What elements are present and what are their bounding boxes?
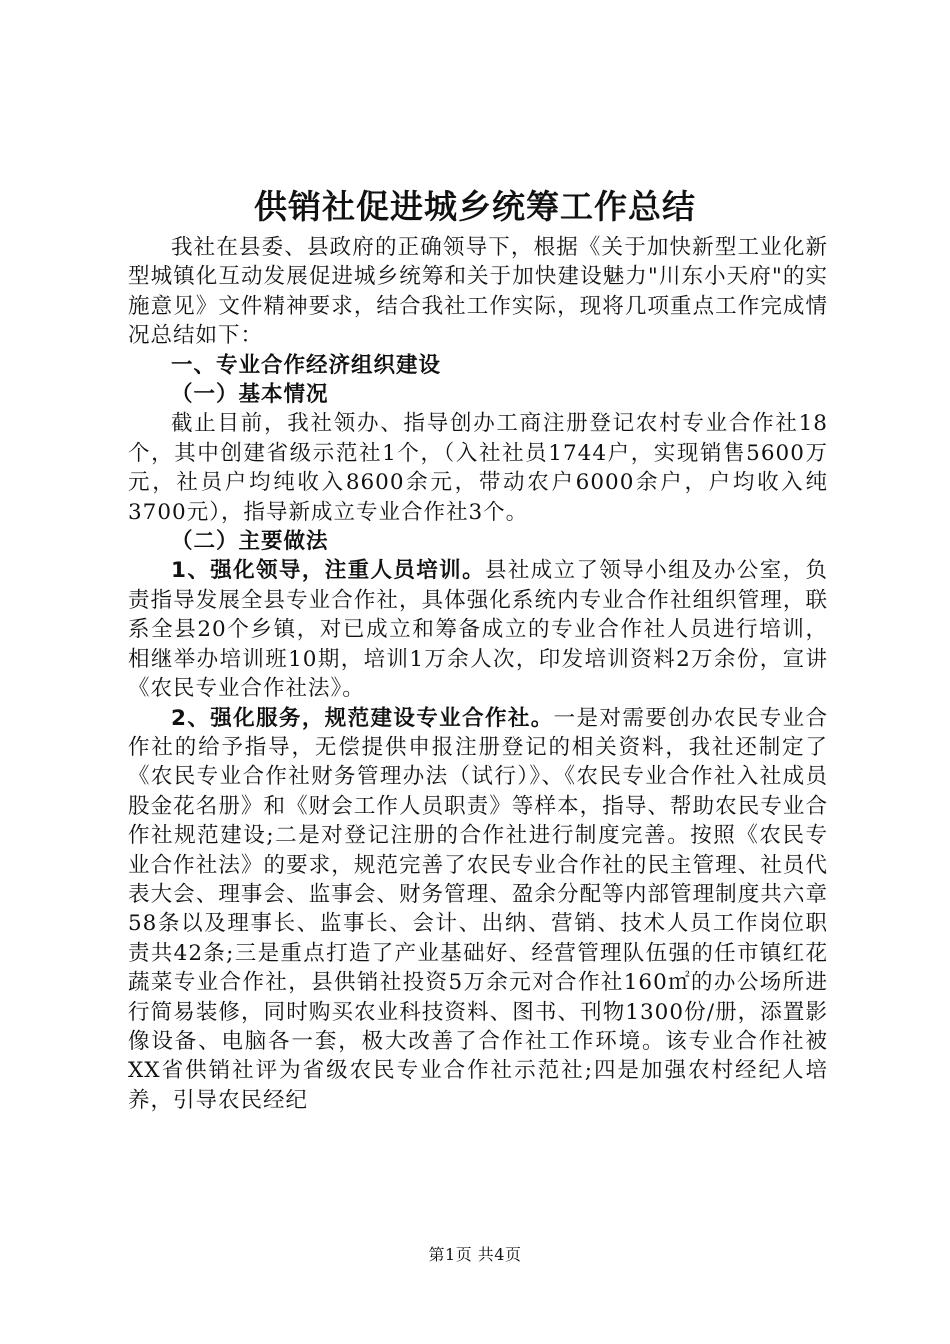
- method-item-2: [128, 704, 828, 1116]
- subsection-heading-basic: （一）基本情况: [171, 382, 329, 408]
- method-item-2-lead: 2、强化服务，规范建设专业合作社。: [171, 705, 554, 731]
- subsection-heading-methods: （二）主要做法: [171, 529, 329, 555]
- method-item-2-text: 一是对需要创办农民专业合作社的给予指导，无偿提供申报注册登记的相关资料，我社还制定了《农民专业合作社财务管理办法（试行）》、《农民专业合作社入社成员股金花名册》和《财会工作人员职责》等样本，指导、帮助农民专业合作社规范建设;二是对登记注册的合作社进行制度完善。按照《农民专业合作社法》的要求，规范完善了农民专业合作社的民主管理、社员代表大会、理事会、监事会、财务管理、盈余分配等内部管理制度共六章58条以及理事长、监事长、会计、出纳、营销、技术人员工作岗位职责共42条;三是重点打造了产业基础好、经营管理队伍强的任市镇红花蔬菜专业合作社，县供销社投资5万余元对合作社160㎡的办公场所进行简易装修，同时购买农业科技资料、图书、刊物1300份/册，添置影像设备、电脑各一套，极大改善了合作社工作环境。该专业合作社被XX省供销社评为省级农民专业合作社示范社;四是加强农村经纪人培养，引导农民经纪: [128, 705, 828, 1113]
- document-title: 供销社促进城乡统筹工作总结: [254, 187, 696, 226]
- document-body: [128, 233, 828, 1115]
- basic-situation-paragraph: 截止目前，我社领办、指导创办工商注册登记农村专业合作社18个，其中创建省级示范社1个，（入社社员1744户，实现销售5600万元，社员户均纯收入8600余元，带动农户6000余户，户均收入纯3700元），指导新成立专业合作社3个。: [128, 411, 828, 525]
- section-heading: 一、专业合作经济组织建设: [171, 352, 442, 378]
- method-item-1-lead: 1、强化领导，注重人员培训。: [171, 558, 485, 584]
- method-item-1: [128, 556, 828, 703]
- page-footer: 第1页 共4页: [428, 1245, 522, 1264]
- method-item-1-text: 县社成立了领导小组及办公室，负责指导发展全县专业合作社，具体强化系统内专业合作社组织管理，联系全县20个乡镇，对已成立和筹备成立的专业合作社人员进行培训，相继举办培训班10期，培训1万余人次，印发培训资料2万余份，宣讲《农民专业合作社法》。: [128, 558, 828, 702]
- intro-paragraph: 我社在县委、县政府的正确领导下，根据《关于加快新型工业化新型城镇化互动发展促进城乡统筹和关于加快建设魅力"川东小天府"的实施意见》文件精神要求，结合我社工作实际，现将几项重点工作完成情况总结如下：: [128, 235, 828, 349]
